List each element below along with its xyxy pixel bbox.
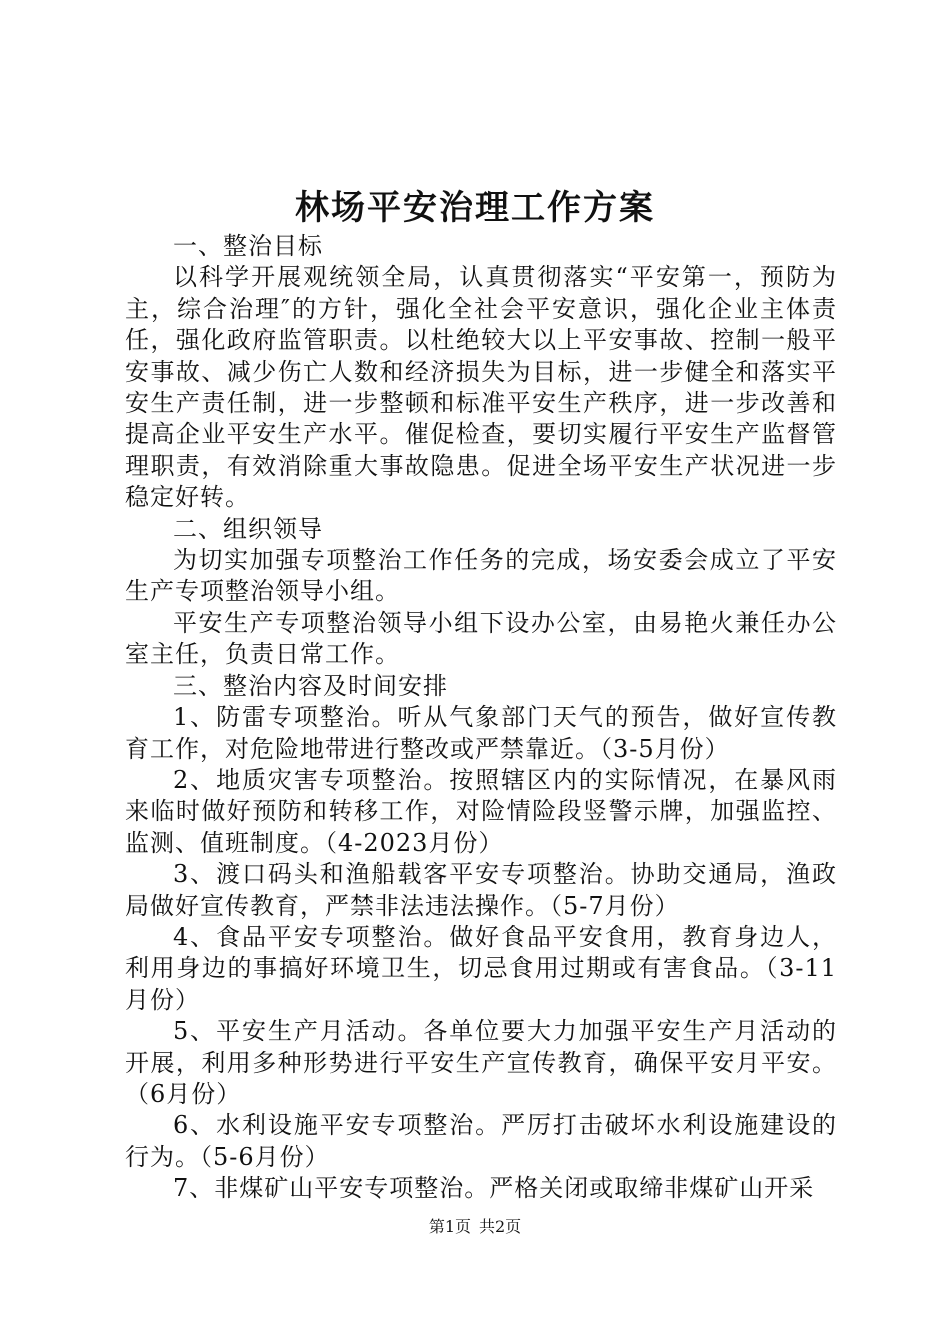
section-heading: 一、整治目标 — [173, 232, 323, 260]
paragraph: 为切实加强专项整治工作任务的完成，场安委会成立了平安生产专项整治领导小组。 — [125, 546, 837, 606]
paragraph: 平安生产专项整治领导小组下设办公室，由易艳火兼任办公室主任，负责日常工作。 — [125, 608, 837, 669]
section-heading: 三、整治内容及时间安排 — [173, 671, 448, 700]
page-number: 第1页 — [428, 1217, 471, 1236]
list-item: 5、平安生产月活动。各单位要大力加强平安生产月活动的开展，利用多种形势进行平安生产宣传教育，确保平安月平安。（6月份） — [125, 1017, 837, 1108]
paragraph: 以科学开展观统领全局，认真贯彻落实“平安第一，预防为主，综合治理″的方针，强化全社会平安意识，强化企业主体责任，强化政府监管职责。以杜绝较大以上平安事故、控制一般平安事故、减少伤亡人数和经济损失为目标，进一步健全和落实平安生产责任制，进一步整顿和标准平安生产秩序，进一步改善和提高企业平安生产水平。催促检查，要切实履行平安生产监督管理职责，有效消除重大事故隐患。促进全场平安生产状况进一步稳定好转。 — [125, 263, 837, 512]
document-body — [125, 231, 837, 1205]
section-heading: 二、组织领导 — [173, 514, 323, 543]
list-item: 6、水利设施平安专项整治。严厉打击破坏水利设施建设的行为。（5-6月份） — [125, 1111, 837, 1171]
list-item: 2、地质灾害专项整治。按照辖区内的实际情况，在暴风雨来临时做好预防和转移工作，对险情险段竖警示牌，加强监控、监测、值班制度。（4-2023月份） — [125, 765, 837, 857]
list-item: 3、渡口码头和渔船载客平安专项整治。协助交通局，渔政局做好宣传教育，严禁非法违法操作。（5-7月份） — [125, 860, 837, 920]
list-item: 4、食品平安专项整治。做好食品平安食用，教育身边人，利用身边的事搞好环境卫生，切忌食用过期或有害食品。（3-11月份） — [125, 922, 837, 1014]
document-title: 林场平安治理工作方案 — [295, 188, 655, 228]
page-total: 共2页 — [479, 1217, 522, 1236]
list-item: 7、非煤矿山平安专项整治。严格关闭或取缔非煤矿山开采 — [173, 1174, 815, 1203]
page-footer — [0, 1216, 950, 1238]
list-item: 1、防雷专项整治。听从气象部门天气的预告，做好宣传教育工作，对危险地带进行整改或严禁靠近。（3-5月份） — [125, 703, 837, 763]
